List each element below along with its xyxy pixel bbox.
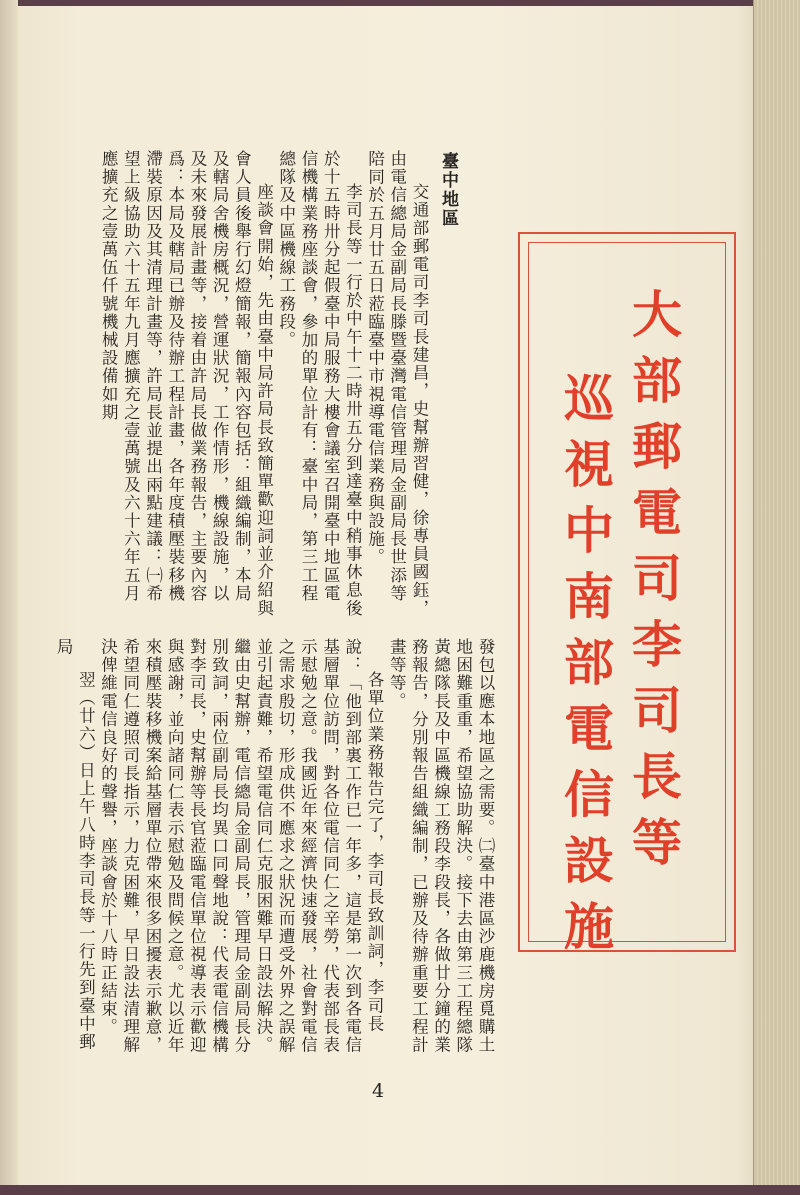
article-body-upper bbox=[62, 150, 430, 620]
section-heading: 臺中地區 bbox=[438, 152, 458, 228]
book-binding-top bbox=[0, 0, 800, 6]
article-title-line-2: 巡視中南部電信設施 bbox=[556, 372, 614, 966]
paragraph: 發包以應本地區之需要。㈡臺中港區沙鹿機房覓購土地困難重重，希望協助解決。接下去由第三工程總隊黃總隊長及中區機線工務段李段長，各做廿分鐘的業務報告，分別報告組織編制，已辦及待辦重要工程計畫等等。 bbox=[387, 638, 495, 1055]
page-gutter bbox=[0, 0, 18, 1195]
book-binding-bottom bbox=[0, 1185, 800, 1195]
paragraph: 翌（廿六）日上午八時李司長等一行先到臺中郵局 bbox=[54, 638, 96, 1052]
article-body-lower bbox=[54, 638, 496, 1068]
paragraph: 各單位業務報告完了，李司長致訓詞，李司長說：「他到部裏工作已一年多，這是第一次到各電信基層單位訪問，對各位電信同仁之辛勞，代表部長表示慰勉之意。我國近年來經濟快速發展，社會對電信之需求殷切，形成供不應求之狀況而遭受外界之誤解並引起責難，希望電信同仁克服困難早日設法解決。繼由史幫辦，電信總局金副局長，管理局金副局長分別致詞，兩位副局長均異口同聲地說：代表電信機構對李司長，史幫辦等長官蒞臨電信單位視導表示歡迎與感謝，並向諸同仁表示慰勉及問候之意。尤以近年來積壓裝移機案給基層單位帶來很多困擾表示歉意，希望同仁遵照司長指示，力克困難，早日設法清理解決俾維電信良好的聲譽，座談會於十八時正結束。 bbox=[98, 638, 384, 1055]
paragraph: 交通部郵電司李司長建昌，史幫辦習健，徐專員國鈺，由電信總局金副局長滕暨臺灣電信管理局金副局長世添等陪同於五月廿五日蒞臨臺中市視導電信業務與設施。 bbox=[365, 150, 429, 618]
paragraph: 座談會開始，先由臺中局許局長致簡單歡迎詞並介紹與會人員後舉行幻燈簡報，簡報內容包括：組織編制，本局及轄局舍機房概況，營運狀況，工作情形，機線設施，以及未來發展計畫等，接着由許局長做業務報告，主要內容爲：本局及轄局已辦及待辦工程計畫，各年度積壓裝移機滯裝原因及其清理計畫等，許局長並提出兩點建議：㈠希望上級協助六十五年九月應擴充之壹萬號及六十六年五月應擴充之壹萬伍仟號機械設備如期 bbox=[99, 150, 274, 618]
article-title-line-1: 大部郵電司李司長等 bbox=[624, 288, 682, 882]
page-edge-stack bbox=[753, 0, 800, 1195]
page-number: 4 bbox=[372, 1080, 385, 1102]
paragraph: 李司長等一行於中午十二時卅五分到達臺中稍事休息後於十五時卅分起假臺中局服務大樓會議室召開臺中地區電信機構業務座談會，參加的單位計有：臺中局，第三工程總隊及中區機線工務段。 bbox=[276, 150, 363, 618]
